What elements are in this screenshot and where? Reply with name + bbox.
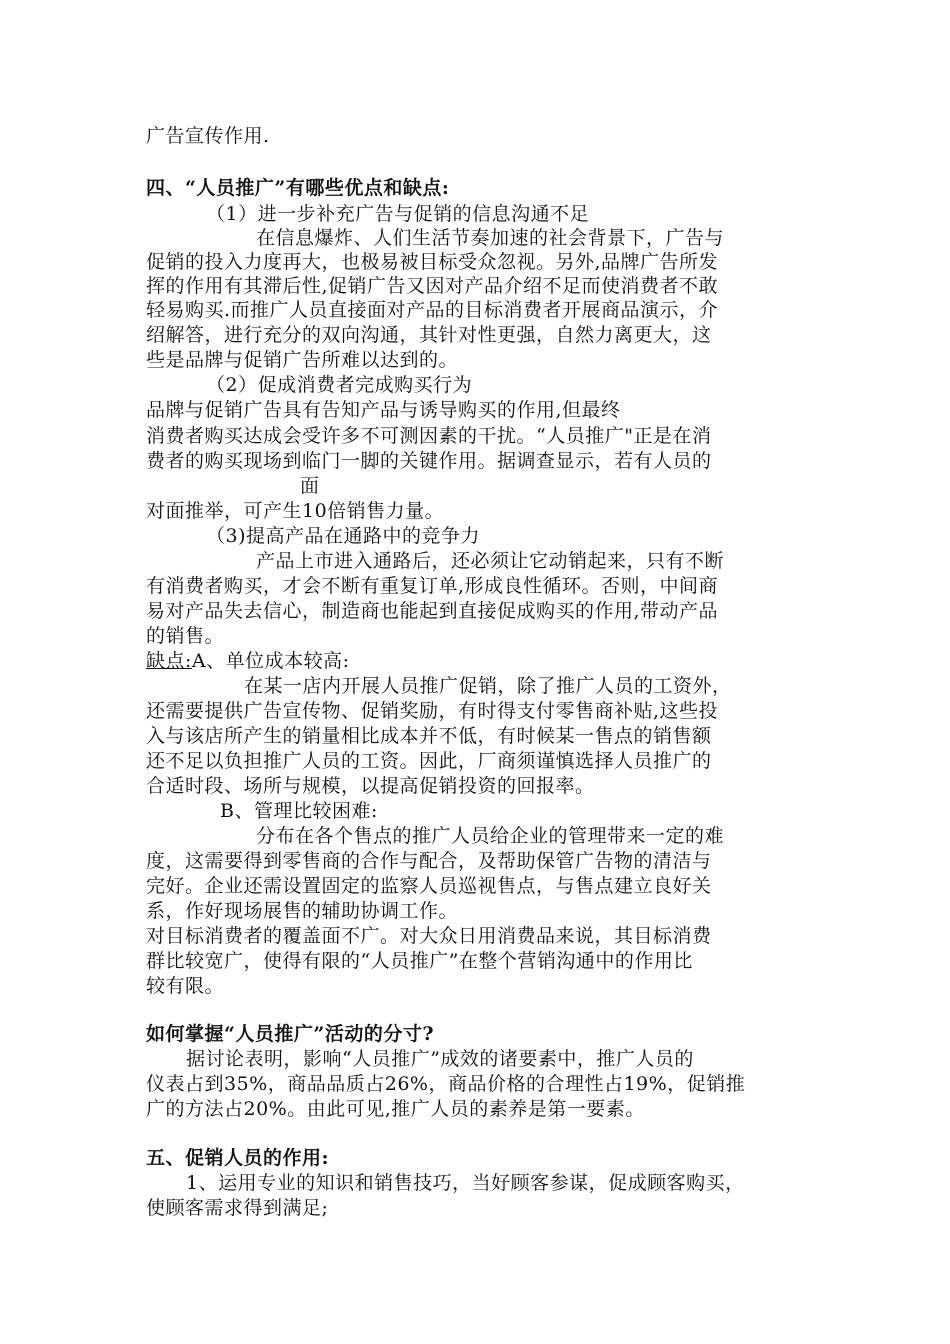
text-line: 使顾客需求得到满足; [146, 1197, 329, 1219]
subheading: B、管理比较困难: [220, 800, 378, 822]
subheading: A、单位成本较高: [191, 650, 350, 672]
text-line: 些是品牌与促销广告所难以达到的。 [146, 349, 459, 371]
text-line: 挥的作用有其滞后性,促销广告又因对产品介绍不足而使消费者不敢 [146, 275, 719, 297]
text-line: 系，作好现场展售的辅助协调工作。 [146, 900, 459, 922]
section-heading: 五、促销人员的作用: [146, 1147, 330, 1169]
subheading: （3)提高产品在通路中的竞争力 [206, 525, 481, 547]
text-line: 有消费者购买，才会不断有重复订单,形成良性循环。否则，中间商 [146, 575, 719, 597]
subheading: （2）促成消费者完成购买行为 [206, 374, 473, 396]
subheading: （1）进一步补充广告与促销的信息沟通不足 [206, 203, 590, 225]
text-line: 在某一店内开展人员推广促销，除了推广人员的工资外， [244, 675, 732, 697]
disadvantage-label: 缺点: [146, 650, 192, 672]
text-line: 完好。企业还需设置固定的监察人员巡视售点，与售点建立良好关 [146, 875, 712, 897]
text-line: 的销售。 [146, 625, 225, 647]
text-line: 易对产品失去信心，制造商也能起到直接促成购买的作用,带动产品 [146, 600, 719, 622]
text-line: 1、运用专业的知识和销售技巧，当好顾客参谋，促成顾客购买， [186, 1172, 745, 1194]
text-line: 入与该店所产生的销量相比成本并不低，有时候某一售点的销售额 [146, 725, 712, 747]
text-line: 轻易购买.而推广人员直接面对产品的目标消费者开展商品演示，介 [146, 299, 719, 321]
text-line: 绍解答，进行充分的双向沟通，其针对性更强，自然力离更大，这 [146, 324, 712, 346]
text-line: 品牌与促销广告具有告知产品与诱导购买的作用,但最终 [146, 399, 621, 421]
text-line: 仪表占到35%，商品品质占26%，商品价格的合理性占19%，促销推 [146, 1073, 746, 1095]
text-line: 据讨论表明，影响“人员推广”成效的诸要素中，推广人员的 [186, 1048, 694, 1070]
text-line: 分布在各个售点的推广人员给企业的管理带来一定的难 [256, 825, 725, 847]
text-line: 促销的投入力度再大，也极易被目标受众忽视。另外,品牌广告所发 [146, 251, 719, 273]
text-line: 在信息爆炸、人们生活节奏加速的社会背景下，广告与 [256, 227, 725, 249]
text-line: 对面推举，可产生10倍销售力量。 [146, 500, 445, 522]
text-line: 还需要提供广告宣传物、促销奖励，有时得支付零售商补贴,这些投 [146, 700, 719, 722]
text-line: 较有限。 [146, 975, 225, 997]
text-line: 费者的购买现场到临门一脚的关键作用。据调查显示，若有人员的 [146, 450, 712, 472]
section-heading: 如何掌握“人员推广”活动的分寸? [146, 1023, 434, 1045]
text-line: 广的方法占20%。由此可见,推广人员的素养是第一要素。 [146, 1098, 645, 1120]
section-heading: 四、“人员推广”有哪些优点和缺点: [146, 177, 450, 199]
text-line: 产品上市进入通路后，还必须让它动销起来，只有不断 [256, 550, 725, 572]
text-line: 广告宣传作用. [146, 125, 270, 147]
text-line: 群比较宽广，使得有限的“人员推广”在整个营销沟通中的作用比 [146, 950, 693, 972]
text-line: 度，这需要得到零售商的合作与配合，及帮助保管广告物的清洁与 [146, 850, 712, 872]
text-line: 对目标消费者的覆盖面不广。对大众日用消费品来说，其目标消费 [146, 925, 712, 947]
text-line: 消费者购买达成会受许多不可测因素的干扰。“人员推广"正是在消 [146, 425, 712, 447]
text-line: 面 [300, 475, 320, 497]
text-line: 合适时段、场所与规模，以提高促销投资的回报率。 [146, 775, 595, 797]
text-line: 还不足以负担推广人员的工资。因此，厂商须谨慎选择人员推广的 [146, 750, 712, 772]
text-line [146, 649, 350, 673]
